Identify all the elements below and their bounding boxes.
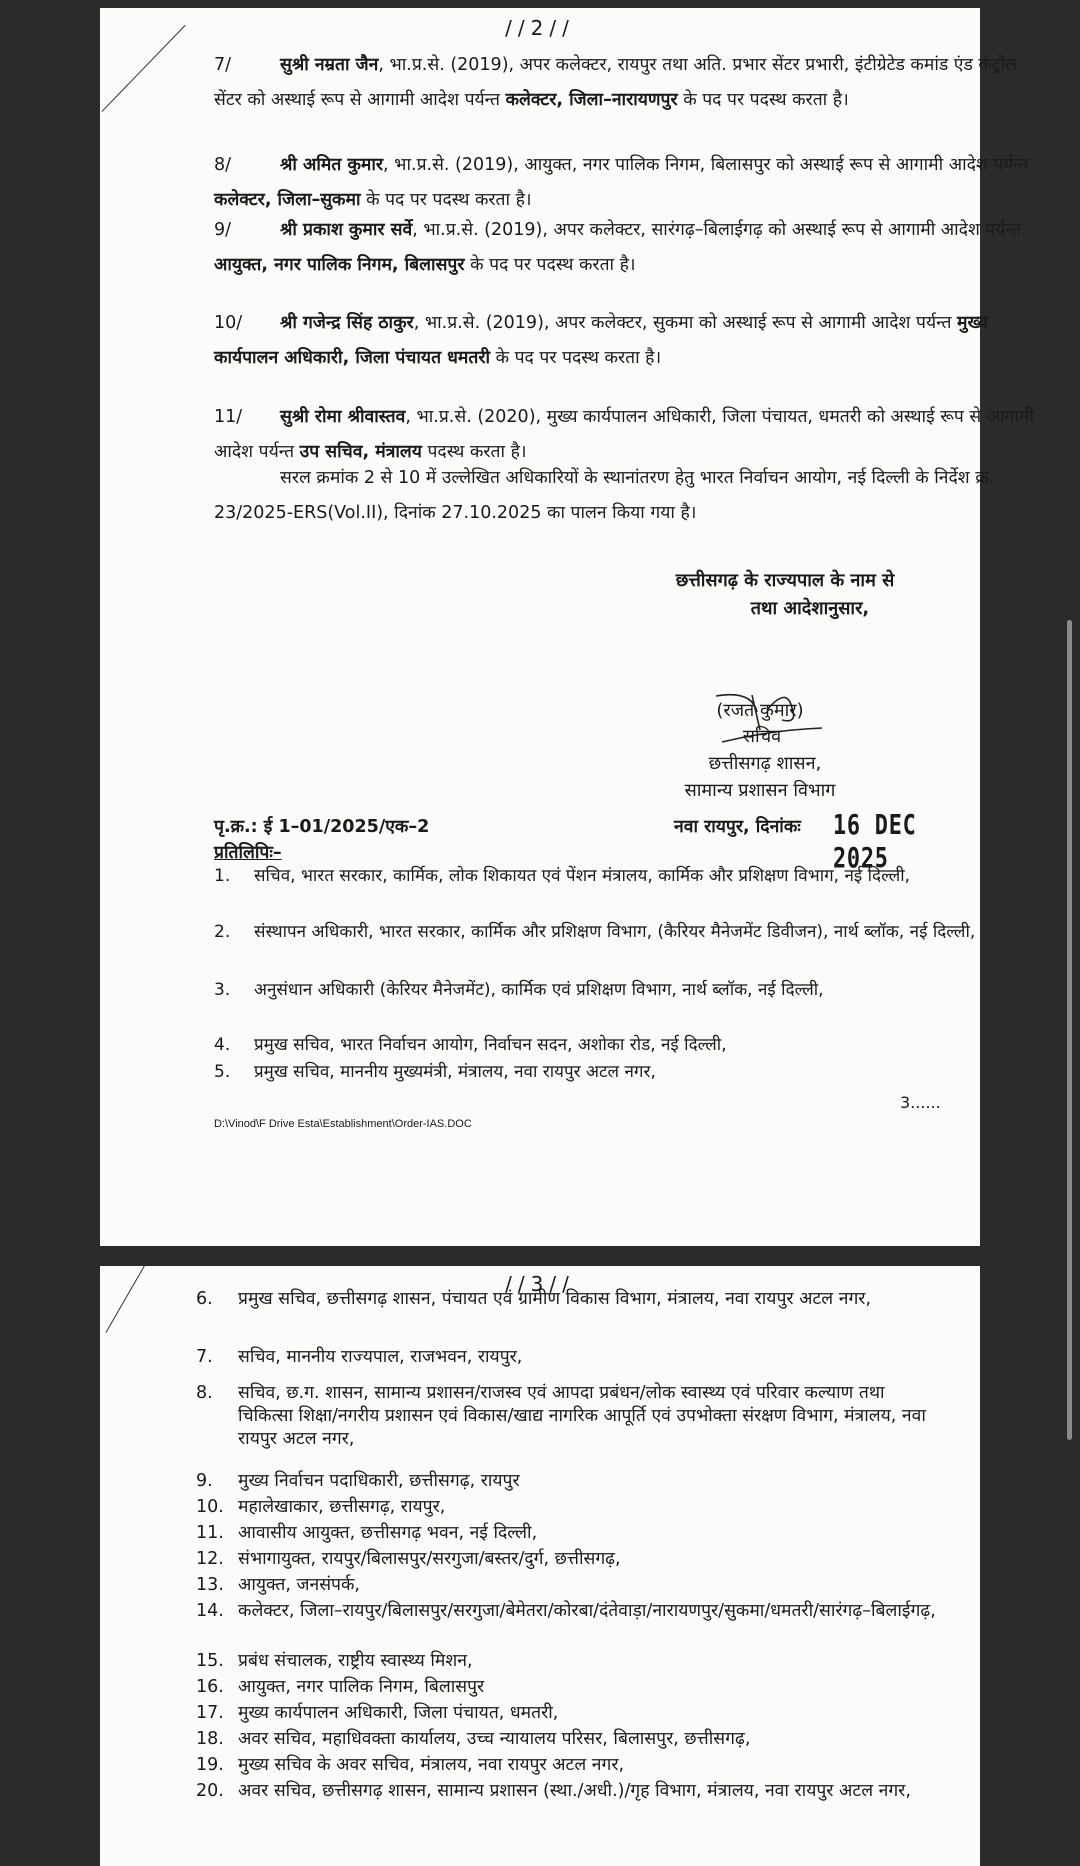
order-item-10: 10/ श्री गजेन्द्र सिंह ठाकुर, भा.प्र.से. (2019), अपर कलेक्टर, सुकमा को अस्थाई रूप से आगामी आदेश पर्यन्त मुख्य कार्यपालन अधिकारी, जिला पंचायत धमतरी के पद पर पदस्थ करता है। xyxy=(214,313,988,368)
copy-item: 2. संस्थापन अधिकारी, भारत सरकार, कार्मिक और प्रशिक्षण विभाग, (कैरियर मैनेजमेंट डिवीजन), नार्थ ब्लॉक, नई दिल्ली, xyxy=(214,922,976,942)
copy-item: 3. अनुसंधान अधिकारी (केरियर मैनेजमेंट), कार्मिक एवं प्रशिक्षण विभाग, नार्थ ब्लॉक, नई दिल्ली, xyxy=(214,980,824,1000)
order-item-9: 9/ श्री प्रकाश कुमार सर्वे, भा.प्र.से. (2019), अपर कलेक्टर, सारंगढ़–बिलाईगढ़ को अस्थाई रूप से आगामी आदेश पर्यन्त आयुक्त, नगर पालिक निगम, बिलासपुर के पद पर पदस्थ करता है। xyxy=(214,220,1021,275)
page-number-marker: //2// xyxy=(505,16,575,40)
copy-item: 12. संभागायुक्त, रायपुर/बिलासपुर/सरगुजा/बस्तर/दुर्ग, छत्तीसगढ़, xyxy=(196,1549,621,1569)
copy-item: 13. आयुक्त, जनसंपर्क, xyxy=(196,1575,360,1595)
copy-item: 9. मुख्य निर्वाचन पदाधिकारी, छत्तीसगढ़, रायपुर xyxy=(196,1471,520,1491)
continued-marker: 3...... xyxy=(900,1093,941,1112)
reference-number: पृ.क्र.: ई 1–01/2025/एक–2 xyxy=(214,817,430,837)
copy-item: 7. सचिव, माननीय राज्यपाल, राजभवन, रायपुर, xyxy=(196,1347,523,1367)
copy-item: 20. अवर सचिव, छत्तीसगढ़ शासन, सामान्य प्रशासन (स्था./अधी.)/गृह विभाग, मंत्रालय, नवा रायपुर अटल नगर, xyxy=(196,1781,911,1801)
copy-item: 8. सचिव, छ.ग. शासन, सामान्य प्रशासन/राजस्व एवं आपदा प्रबंधन/लोक स्वास्थ्य एवं परिवार कल्याण तथा चिकित्सा शिक्षा/नगरीय प्रशासन एवं विकास/खाद्य नागरिक आपूर्ति एवं उपभोक्ता संरक्षण विभाग, मंत्रालय, नवा रायपुर अटल नगर, xyxy=(196,1383,926,1449)
order-item-8: 8/ श्री अमित कुमार, भा.प्र.से. (2019), आयुक्त, नगर पालिक निगम, बिलासपुर को अस्थाई रूप से आगामी आदेश पर्यन्त कलेक्टर, जिला–सुकमा के पद पर पदस्थ करता है। xyxy=(214,155,1029,210)
copy-item: 19. मुख्य सचिव के अवर सचिव, मंत्रालय, नवा रायपुर अटल नगर, xyxy=(196,1755,625,1775)
copy-item: 11. आवासीय आयुक्त, छत्तीसगढ़ भवन, नई दिल्ली, xyxy=(196,1523,538,1543)
copy-item: 4. प्रमुख सचिव, भारत निर्वाचन आयोग, निर्वाचन सदन, अशोका रोड, नई दिल्ली, xyxy=(214,1035,727,1055)
date-label: नवा रायपुर, दिनांकः xyxy=(674,817,801,837)
signatory-title: सचिव xyxy=(742,726,782,747)
copy-item: 15. प्रबंध संचालक, राष्ट्रीय स्वास्थ्य मिशन, xyxy=(196,1651,473,1671)
date-stamp: 16 DEC 2025 xyxy=(833,808,917,874)
copy-item: 6. प्रमुख सचिव, छत्तीसगढ़ शासन, पंचायत एवं ग्रामीण विकास विभाग, मंत्रालय, नवा रायपुर अटल नगर, xyxy=(196,1289,872,1309)
copy-item: 18. अवर सचिव, महाधिवक्ता कार्यालय, उच्च न्यायालय परिसर, बिलासपुर, छत्तीसगढ़, xyxy=(196,1729,751,1749)
authority-line-2: तथा आदेशानुसार, xyxy=(750,598,870,619)
copy-item: 17. मुख्य कार्यपालन अधिकारी, जिला पंचायत, धमतरी, xyxy=(196,1703,559,1723)
copy-item: 14. कलेक्टर, जिला–रायपुर/बिलासपुर/सरगुजा/बेमेतरा/कोरबा/दंतेवाड़ा/नारायणपुर/सुकमा/धमतरी/सारंगढ़–बिलाईगढ़, xyxy=(196,1601,936,1621)
document-page-2 xyxy=(100,8,1035,1246)
corner-pen-stroke xyxy=(105,1260,148,1333)
file-path-footer: D:\Vinod\F Drive Esta\Establishment\Order-IAS.DOC xyxy=(214,1118,472,1130)
signatory-org-1: छत्तीसगढ़ शासन, xyxy=(708,753,822,774)
copy-item: 5. प्रमुख सचिव, माननीय मुख्यमंत्री, मंत्रालय, नवा रायपुर अटल नगर, xyxy=(214,1062,656,1082)
signatory-org-2: सामान्य प्रशासन विभाग xyxy=(684,780,836,801)
copy-heading: प्रतिलिपिः– xyxy=(214,843,282,863)
copy-item: 16. आयुक्त, नगर पालिक निगम, बिलासपुर xyxy=(196,1677,485,1697)
compliance-note: सरल क्रमांक 2 से 10 में उल्लेखित अधिकारियों के स्थानांतरण हेतु भारत निर्वाचन आयोग, नई दिल्ली के निर्देश क्र. 23/2025-ERS(Vol.II), दिनांक 27.10.2025 का पालन किया गया है। xyxy=(214,468,995,523)
signatory-name: (रजत कुमार) xyxy=(716,700,804,721)
authority-line-1: छत्तीसगढ़ के राज्यपाल के नाम से xyxy=(675,570,895,591)
document-page-3 xyxy=(100,1266,980,1866)
copy-item: 1. सचिव, भारत सरकार, कार्मिक, लोक शिकायत एवं पेंशन मंत्रालय, कार्मिक और प्रशिक्षण विभाग, नई दिल्ली, xyxy=(214,866,911,886)
copy-item: 10. महालेखाकार, छत्तीसगढ़, रायपुर, xyxy=(196,1497,446,1517)
order-item-11: 11/ सुश्री रोमा श्रीवास्तव, भा.प्र.से. (2020), मुख्य कार्यपालन अधिकारी, जिला पंचायत, धमतरी को अस्थाई रूप से आगामी आदेश पर्यन्त उप सचिव, मंत्रालय पदस्थ करता है। xyxy=(214,407,1035,462)
page-number-marker: //3// xyxy=(505,1272,575,1296)
order-item-7: 7/ सुश्री नम्रता जैन, भा.प्र.से. (2019), अपर कलेक्टर, रायपुर तथा अति. प्रभार सेंटर प्रभारी, इंटीग्रेटेड कमांड एंड कंट्रोल सेंटर को अस्थाई रूप से आगामी आदेश पर्यन्त कलेक्टर, जिला–नारायणपुर के पद पर पदस्थ करता है। xyxy=(214,55,1018,110)
scrollbar[interactable] xyxy=(1067,620,1072,1440)
